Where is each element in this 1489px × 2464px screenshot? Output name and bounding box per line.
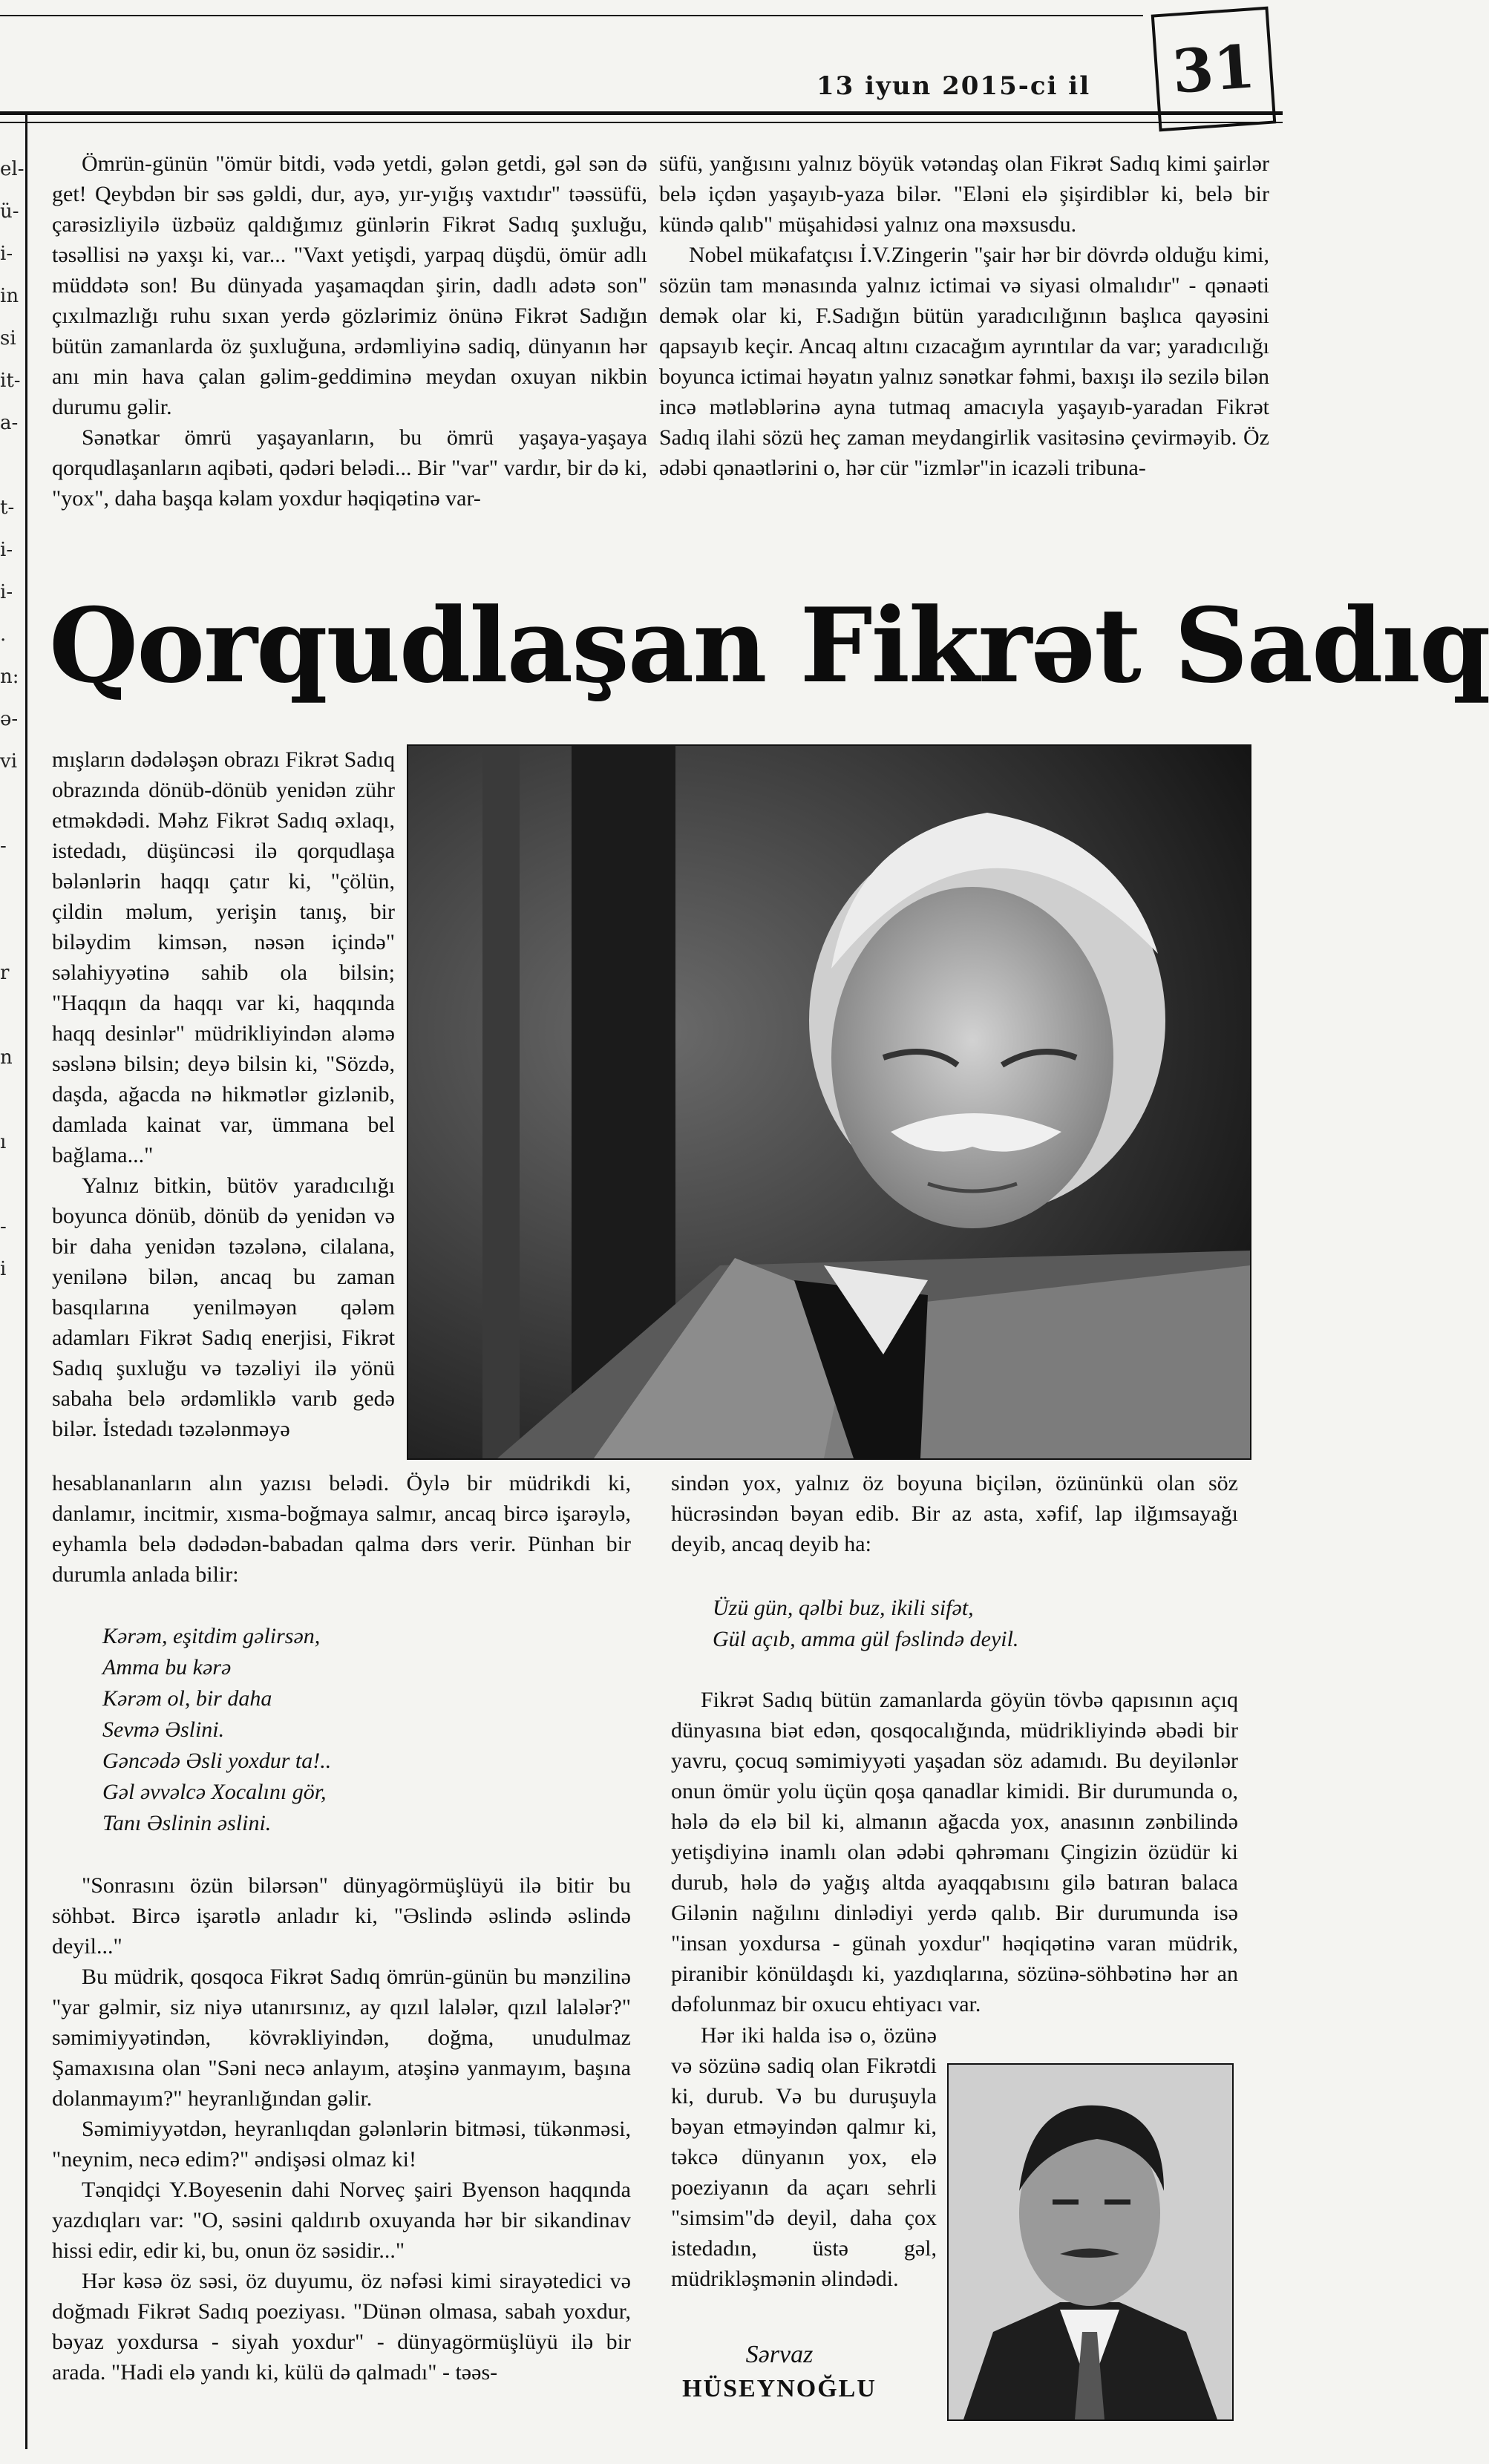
fragment: vi — [0, 750, 18, 773]
fragment: ə- — [0, 708, 19, 730]
issue-date: 13 iyun 2015-ci il — [817, 71, 1091, 101]
header-rule-thin — [0, 122, 1283, 123]
fragment: - — [0, 835, 7, 857]
poem-line: Üzü gün, qəlbi buz, ikili sifət, — [713, 1596, 974, 1620]
right-lower-column — [671, 1685, 1238, 2019]
fragment — [0, 783, 22, 825]
author-last-name: HÜSEYNOĞLU — [682, 2375, 877, 2402]
fragment: i- — [0, 539, 13, 561]
paragraph: Hər iki halda isə o, özünə və sözünə sadiq olan Fikrətdi ki, durub. Və bu duruşuyla bəyan etməyindən qalmır ki, təkcə dünyanın yox, elə poeziyanın da açarı sehrli "simsim"də deyil, daha çox istedadın, üstə gəl, müdrikləşmənin əlindədi. — [671, 2023, 937, 2291]
column-divider — [25, 111, 27, 2449]
fragment — [0, 995, 22, 1037]
fragment: . — [0, 623, 7, 646]
page-number: 31 — [1151, 7, 1277, 132]
poem-line: Tanı Əslinin əslini. — [102, 1811, 272, 1835]
author-illustration — [949, 2065, 1232, 2419]
fragment: si — [0, 327, 16, 350]
fragment — [0, 1079, 22, 1121]
fragment: i — [0, 1258, 7, 1280]
fragment: a- — [0, 412, 19, 434]
left-narrow-column — [52, 744, 395, 1444]
paragraph: Tənqidçi Y.Boyesenin dahi Norveç şairi Byenson haqqında yazdıqları var: "O, səsini qaldırıb oxuyanda hər bir sikandinav hissi edir, edir ki, bu, onun öz səsidir..." — [52, 2178, 631, 2263]
fragment: t- — [0, 497, 15, 519]
left-lower-column — [52, 1468, 631, 1590]
left-bottom-column — [52, 1870, 631, 2388]
paragraph: Fikrət Sadıq bütün zamanlarda göyün tövbə qapısının açıq dünyasına biət edən, qosqocalığında, müdrikliyində əbədi bir yavru, çocuq səmimiyyəti yaşadan söz adamıdı. Bu deyilənlər onun ömür yolu üçün qoşa qanadlar kimidi. Bir durumunda o, hələ də elə bil ki, almanın ağacda yox, anasının zənbilində yetişdiyinə inamlı olan ədəbi qəhrəmanı Çingizin özüdür ki durub, hələ də yağış altda ayaqqabısını gilə batıran balaca Gilənin nağılını dinlədiyi yerdə qalıb. Bir durumunda isə "insan yoxdursa - günah yoxdur" həqiqətinə varan müdrik, piranibir könüldaşdı ki, yazdıqlarına, sözünə-söhbətinə hər an dəfolunmaz bir oxucu ehtiyacı var. — [671, 1688, 1238, 2016]
poem-line: Gəl əvvəlcə Xocalını gör, — [102, 1780, 327, 1804]
header-rule-top — [0, 15, 1143, 16]
portrait-illustration — [408, 746, 1250, 1458]
fragment: it- — [0, 370, 21, 392]
fragment: n — [0, 1046, 13, 1069]
author-first-name: Sərvaz — [745, 2341, 814, 2368]
fragment — [0, 910, 22, 952]
fragment: r — [0, 962, 10, 984]
fragment — [0, 1164, 22, 1206]
paragraph: Səmimiyyətdən, heyranlıqdan gələnlərin bitməsi, tükənməsi, "neynim, necə edim?" əndişəsi olmaz ki! — [52, 2117, 631, 2172]
paragraph: Hər kəsə öz səsi, öz duyumu, öz nəfəsi kimi sirayətedici və doğmadı Fikrət Sadıq poeziyası. "Dünən olmasa, sabah yoxdur, bəyaz yoxdursa - siyah yoxdur" - dünyagörmüşlüyü ilə bir arada. "Hadi elə yandı ki, külü də qalmadı" - təəs- — [52, 2269, 631, 2385]
fragment — [0, 445, 22, 487]
poem-karam — [102, 1621, 622, 1839]
author-signature — [653, 2338, 906, 2406]
poem-line: Gül açıb, amma gül fəslində deyil. — [713, 1627, 1019, 1651]
paragraph: Bu müdrik, qosqoca Fikrət Sadıq ömrün-günün bu mənzilinə "yar gəlmir, siz niyə utanırsınız, ay qızıl lalələr, qızıl lalələr?" səmimiyyətindən, kövrəkliyindən, doğma, unudulmaz Şamaxısına olan "Səni necə anlayım, atəşinə yanmayım, başına dolanmayım?" heyranlığından gəlir. — [52, 1965, 631, 2111]
paragraph: süfü, yanğısını yalnız böyük vətəndaş olan Fikrət Sadıq kimi şairlər belə içdən yaşayıb-yaza bilər. "Eləni elə şişirdiblər ki, belə bir kündə qalıb" müşahidəsi yalnız ona məxsusdu. — [659, 151, 1269, 237]
paragraph: Nobel mükafatçısı İ.V.Zingerin "şair hər bir dövrdə olduğu kimi, sözün tam mənasında yalnız ictimai və siyasi olmalıdır" - qənaəti demək olar ki, F.Sadığın bütün yaradıcılığının başlıca qayəsini qapsayıb keçir. Ancaq altını cızacağım ayrıntılar da var; yaradıcılığı boyunca ictimai həyatın yalnız sənətkar fəhmi, baxışı ilə sezilə bilən incə mətləblərinə ayna tutmaq amacıyla yaşayıb-yaradan Fikrət Sadıq ilahi sözü heç zaman meydangirlik vasitəsinə çevirməyib. Öz ədəbi qənaətlərini o, hər cür "izmlər"in icazəli tribuna- — [659, 243, 1269, 480]
top-left-column — [52, 148, 647, 514]
paragraph: Ömrün-günün "ömür bitdi, vədə yetdi, gələn getdi, gəl sən də get! Qeybdən bir səs gəldi, dur, ayə, yır-yığış vaxtıdır" təəssüfü, çarəsizliyilə üzbəüz qaldığımız günlərin Fikrət Sadıq şuxluğu, təsəllisi nə yaxşı ki, var... "Vaxt yetişdi, yarpaq düşdü, ömür adlı müddətə son! Bu dünyada yaşamaqdan şirin, dadlı adətə son" çıxılmazlığı ruhu sıxan yerdə gözlərimiz önünə Fikrət Sadığın bütün zamanlarda öz şuxluğuna, ərdəmliyinə sadiq, dünyanın hər anı min hava çalan gəlim-geddiminə meydan oxuyan nikbin durumu gəlir. — [52, 151, 647, 419]
fragment: ü- — [0, 200, 19, 223]
fragment — [0, 868, 22, 910]
fragment — [0, 1418, 22, 1460]
fragment — [0, 1375, 22, 1418]
fragment: i- — [0, 581, 13, 603]
poem-line: Kərəm, eşitdim gəlirsən, — [102, 1624, 321, 1648]
fragment: - — [0, 1216, 7, 1238]
poem-line: Sevmə Əslini. — [102, 1717, 225, 1742]
paragraph: sindən yox, yalnız öz boyuna biçilən, özününkü olan söz hücrəsindən bəyan edib. Bir az asta, xəfif, lap ilğımsayağı deyib, ancaq deyib ha: — [671, 1471, 1238, 1556]
fragment: ı — [0, 1131, 7, 1153]
portrait-photo — [407, 744, 1251, 1460]
fragment: el- — [0, 158, 24, 180]
author-photo — [947, 2063, 1234, 2421]
paragraph: "Sonrasını özün bilərsən" dünyagörmüşlüyü ilə bitir bu söhbət. Bircə işarətlə anladır ki, "Əslində əslində əslində deyil..." — [52, 1873, 631, 1959]
fragment: i- — [0, 243, 13, 265]
paragraph: Yalnız bitkin, bütöv yaradıcılığı boyunca dönüb, dönüb də yenidən və bir daha yenidən təzələnə, cilalana, yenilənə bilən, ancaq bu zaman basqılarına yenilməyən qələm adamları Fikrət Sadıq enerjisi, Fikrət Sadıq şuxluğu və təzəliyi ilə yönü sabaha belə ərdəmliklə varıb gedə bilər. İstedadı təzələnməyə — [52, 1173, 395, 1441]
fragment: n: — [0, 666, 19, 688]
right-mid-column — [671, 1468, 1238, 1559]
top-right-column — [659, 148, 1269, 483]
right-final-column — [671, 2020, 937, 2294]
paragraph: hesablananların alın yazısı belədi. Öylə bir müdrikdi ki, danlamır, incitmir, xısma-boğmaya salmır, ancaq bircə işarəylə, eyhamla belə dədədən-babadan qalma dərs verir. Pünhan bir durumla anlada bilir: — [52, 1471, 631, 1587]
fragment — [0, 1291, 22, 1333]
header-rule — [0, 111, 1283, 115]
paragraph: Sənətkar ömrü yaşayanların, bu ömrü yaşaya-yaşaya qorqudlaşanların aqibəti, qədəri belədi... Bir "var" vardır, bir də ki, "yox", daha başqa kəlam yoxdur həqiqətinə var- — [52, 425, 647, 511]
article-headline: Qorqudlaşan Fikrət Sadıq — [49, 585, 1489, 706]
poem-line: Amma bu kərə — [102, 1655, 232, 1680]
fragment: in — [0, 285, 19, 307]
poem-uzu-gun — [713, 1593, 1232, 1655]
poem-line: Kərəm ol, bir daha — [102, 1686, 272, 1711]
fragment — [0, 1333, 22, 1375]
previous-column-fragments — [0, 148, 22, 1460]
poem-line: Gəncədə Əsli yoxdur ta!.. — [102, 1749, 332, 1773]
paragraph: mışların dədələşən obrazı Fikrət Sadıq obrazında dönüb-dönüb yenidən zühr etməkdədi. Məhz Fikrət Sadıq əxlaqı, istedadı, düşüncəsi ilə qorqudlaşa bələnlərin haqqı çatır ki, "çölün, çildin məlum, yerişin tanış, bir biləydim kimsən, nəsən içində" səlahiyyətinə sahib ola bilsin; "Haqqın da haqqı var ki, haqqında haqq desinlər" müdrikliyindən aləmə səslənə bilsin; deyə bilsin ki, "Sözdə, daşda, ağacda nə hikmətlər gizlənib, damlada kainat var, ümmana bel bağlama..." — [52, 747, 395, 1167]
